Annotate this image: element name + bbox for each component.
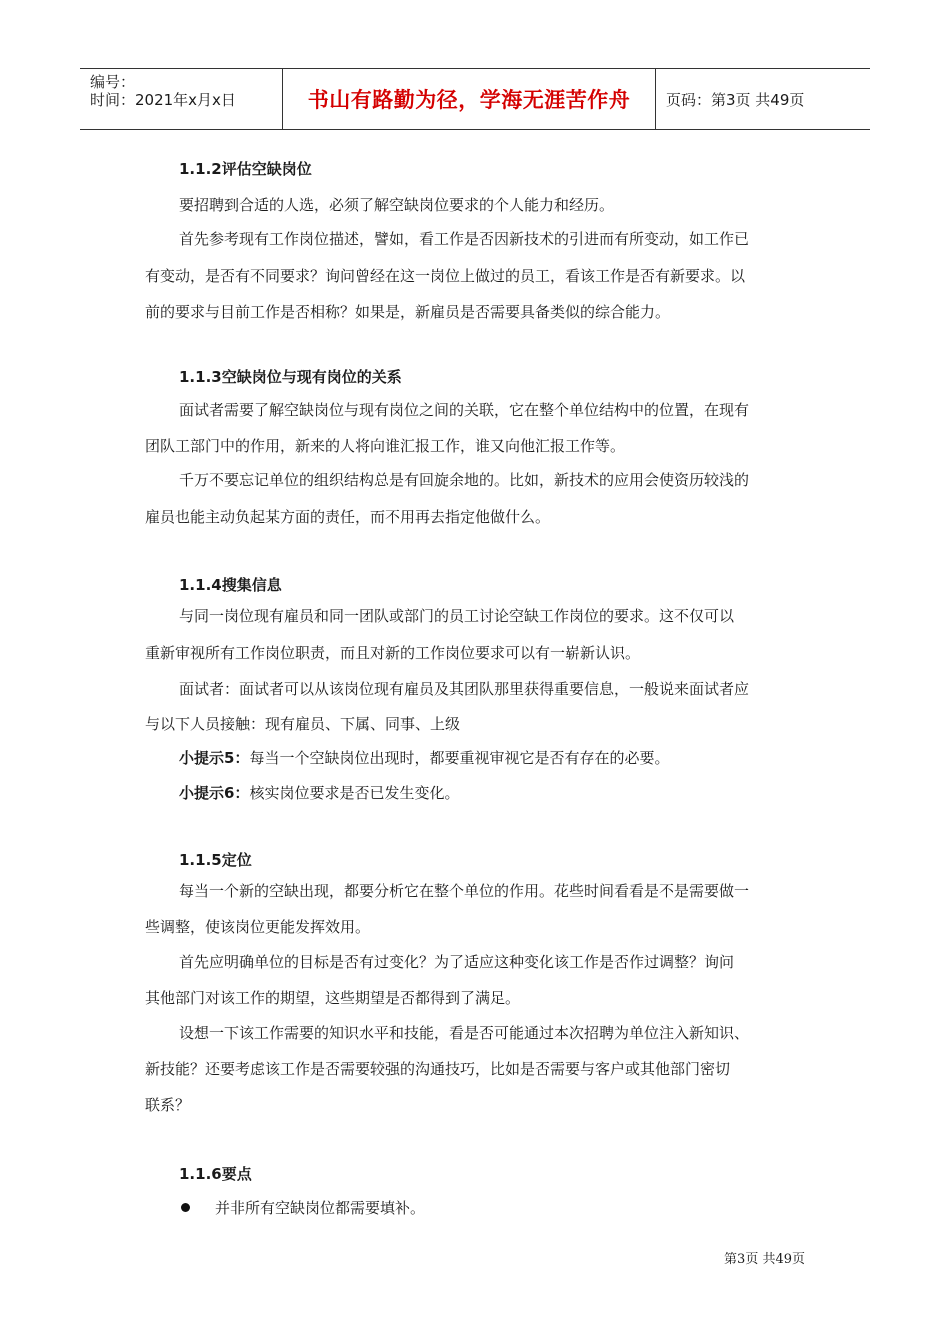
code-label: 编号： xyxy=(90,73,136,91)
paragraph-line: 与以下人员接触：现有雇员、下属、同事、上级 xyxy=(145,715,461,733)
tip-6: 小提示6：核实岗位要求是否已发生变化。 xyxy=(179,784,460,802)
tip-5: 小提示5：每当一个空缺岗位出现时，都要重视审视它是否有存在的必要。 xyxy=(179,749,670,767)
paragraph-line: 联系？ xyxy=(145,1096,191,1114)
paragraph-line: 前的要求与目前工作是否相称？如果是，新雇员是否需要具备类似的综合能力。 xyxy=(145,303,671,321)
paragraph-line: 有变动，是否有不同要求？询问曾经在这一岗位上做过的员工，看该工作是否有新要求。以 xyxy=(145,267,746,285)
paragraph: 面试者：面试者可以从该岗位现有雇员及其团队那里获得重要信息，一般说来面试者应 xyxy=(179,680,750,698)
paragraph: 与同一岗位现有雇员和同一团队或部门的员工讨论空缺工作岗位的要求。这不仅可以 xyxy=(179,607,735,625)
header-motto-cell xyxy=(283,69,656,129)
paragraph: 首先参考现有工作岗位描述，譬如，看工作是否因新技术的引进而有所变动，如工作已 xyxy=(179,230,750,248)
bullet-dot-icon xyxy=(181,1203,190,1212)
time-label: 时间：2021年x月x日 xyxy=(90,91,236,109)
section-title: 1.1.6要点 xyxy=(179,1165,252,1183)
paragraph: 千万不要忘记单位的组织结构总是有回旋余地的。比如，新技术的应用会使资历较浅的 xyxy=(179,471,750,489)
paragraph-line: 重新审视所有工作岗位职责，而且对新的工作岗位要求可以有一崭新认识。 xyxy=(145,644,641,662)
section-title: 1.1.2评估空缺岗位 xyxy=(179,160,312,178)
section-title: 1.1.4搜集信息 xyxy=(179,576,282,594)
page-header xyxy=(80,68,870,130)
page-footer: 第3页 共49页 xyxy=(724,1252,805,1267)
paragraph: 首先应明确单位的目标是否有过变化？为了适应这种变化该工作是否作过调整？询问 xyxy=(179,953,735,971)
paragraph-line: 新技能？还要考虑该工作是否需要较强的沟通技巧，比如是否需要与客户或其他部门密切 xyxy=(145,1060,731,1078)
paragraph: 面试者需要了解空缺岗位与现有岗位之间的关联，它在整个单位结构中的位置，在现有 xyxy=(179,401,750,419)
paragraph-line: 其他部门对该工作的期望，这些期望是否都得到了满足。 xyxy=(145,989,521,1007)
header-meta-cell xyxy=(80,69,283,129)
section-title: 1.1.5定位 xyxy=(179,851,252,869)
page-label: 页码：第3页 共49页 xyxy=(666,90,805,109)
paragraph: 设想一下该工作需要的知识水平和技能，看是否可能通过本次招聘为单位注入新知识、 xyxy=(179,1024,750,1042)
bullet-item: 并非所有空缺岗位都需要填补。 xyxy=(181,1197,425,1218)
paragraph-line: 团队工部门中的作用，新来的人将向谁汇报工作，谁又向他汇报工作等。 xyxy=(145,437,626,455)
section-title: 1.1.3空缺岗位与现有岗位的关系 xyxy=(179,368,402,386)
header-page-cell xyxy=(656,69,870,129)
paragraph-line: 些调整，使该岗位更能发挥效用。 xyxy=(145,918,371,936)
paragraph-line: 雇员也能主动负起某方面的责任，而不用再去指定他做什么。 xyxy=(145,508,551,526)
paragraph: 每当一个新的空缺出现，都要分析它在整个单位的作用。花些时间看看是不是需要做一 xyxy=(179,882,750,900)
paragraph: 要招聘到合适的人选，必须了解空缺岗位要求的个人能力和经历。 xyxy=(179,196,615,214)
motto-text: 书山有路勤为径，学海无涯苦作舟 xyxy=(307,88,631,112)
